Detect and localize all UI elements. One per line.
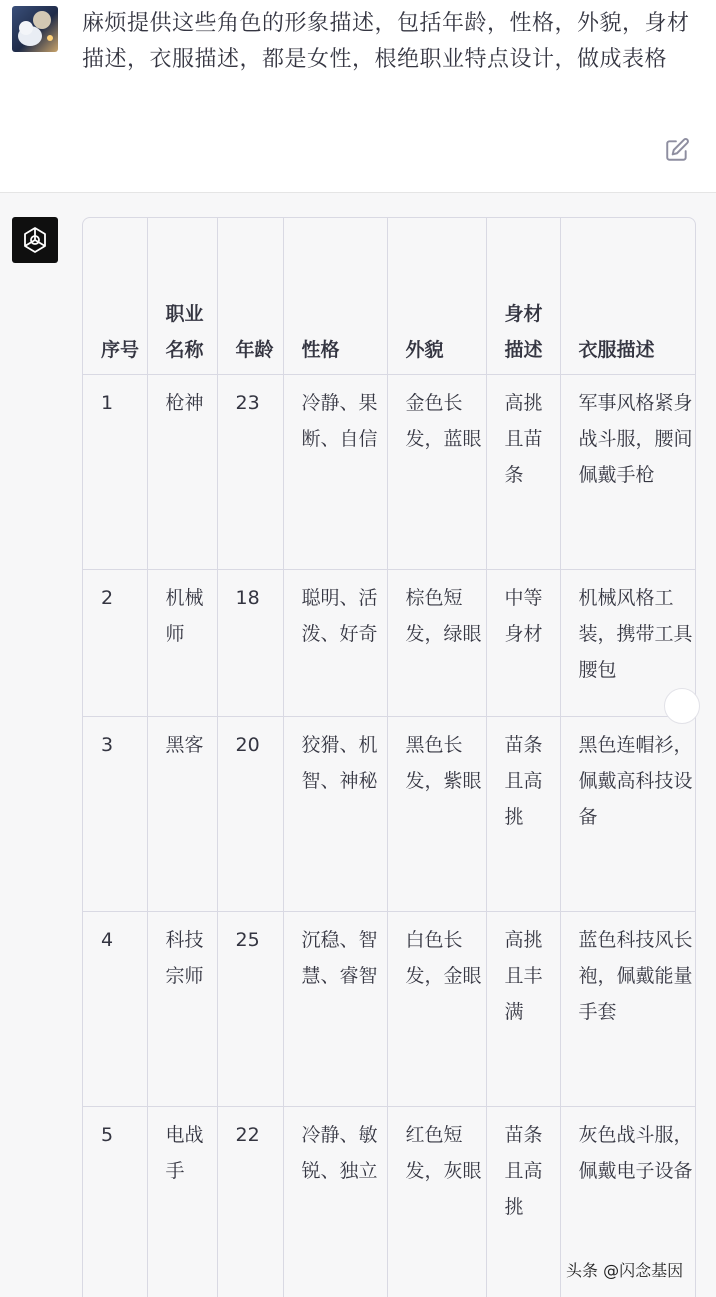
- table-row: [83, 570, 695, 717]
- table-header-row: [83, 218, 695, 375]
- table-cell: 机械师: [147, 570, 217, 717]
- table-cell: 冷静、果断、自信: [283, 375, 387, 570]
- table-cell: 18: [217, 570, 283, 717]
- table-cell: 军事风格紧身战斗服，腰间佩戴手枪: [560, 375, 695, 570]
- table-cell: 金色长发，蓝眼: [387, 375, 486, 570]
- table-cell: 中等身材: [486, 570, 560, 717]
- header-cell: 性格: [283, 218, 387, 375]
- header-cell: 职业名称: [147, 218, 217, 375]
- table-cell: 1: [83, 375, 147, 570]
- table-cell: 灰色战斗服，佩戴电子设备: [560, 1107, 695, 1297]
- table-cell: 科技宗师: [147, 912, 217, 1107]
- table-cell: 聪明、活泼、好奇: [283, 570, 387, 717]
- header-cell: 衣服描述: [560, 218, 695, 375]
- table-cell: 苗条且高挑: [486, 717, 560, 912]
- header-cell: 身材描述: [486, 218, 560, 375]
- table-cell: 23: [217, 375, 283, 570]
- table-cell: 蓝色科技风长袍，佩戴能量手套: [560, 912, 695, 1107]
- table-cell: 黑客: [147, 717, 217, 912]
- table-cell: 高挑且丰满: [486, 912, 560, 1107]
- openai-logo-icon: [12, 217, 58, 263]
- table-cell: 3: [83, 717, 147, 912]
- table-cell: 狡猾、机智、神秘: [283, 717, 387, 912]
- watermark: 头条 @闪念基因: [566, 1258, 683, 1281]
- header-cell: 序号: [83, 218, 147, 375]
- table-cell: 枪神: [147, 375, 217, 570]
- table-row: [83, 375, 695, 570]
- table-cell: 冷静、敏锐、独立: [283, 1107, 387, 1297]
- edit-icon[interactable]: [664, 137, 690, 163]
- table-cell: 20: [217, 717, 283, 912]
- table-cell: 电战手: [147, 1107, 217, 1297]
- table-cell: 机械风格工装，携带工具腰包: [560, 570, 695, 717]
- table-cell: 高挑且苗条: [486, 375, 560, 570]
- user-message-block: [0, 0, 716, 193]
- table-cell: 苗条且高挑: [486, 1107, 560, 1297]
- table-cell: 黑色长发，紫眼: [387, 717, 486, 912]
- table-cell: 白色长发，金眼: [387, 912, 486, 1107]
- table-row: [83, 717, 695, 912]
- table-cell: 红色短发，灰眼: [387, 1107, 486, 1297]
- table-cell: 黑色连帽衫，佩戴高科技设备: [560, 717, 695, 912]
- table-cell: 沉稳、智慧、睿智: [283, 912, 387, 1107]
- table-cell: 4: [83, 912, 147, 1107]
- table-cell: 25: [217, 912, 283, 1107]
- user-avatar: [12, 6, 58, 52]
- user-message-text: 麻烦提供这些角色的形象描述，包括年龄，性格，外貌，身材描述，衣服描述，都是女性，根绝职业特点设计，做成表格: [82, 6, 692, 78]
- table-row: [83, 912, 695, 1107]
- character-table: [82, 217, 696, 1297]
- table-cell: 2: [83, 570, 147, 717]
- scroll-down-button[interactable]: [664, 688, 700, 724]
- table-cell: 22: [217, 1107, 283, 1297]
- header-cell: 年龄: [217, 218, 283, 375]
- header-cell: 外貌: [387, 218, 486, 375]
- table-cell: 5: [83, 1107, 147, 1297]
- table-cell: 棕色短发，绿眼: [387, 570, 486, 717]
